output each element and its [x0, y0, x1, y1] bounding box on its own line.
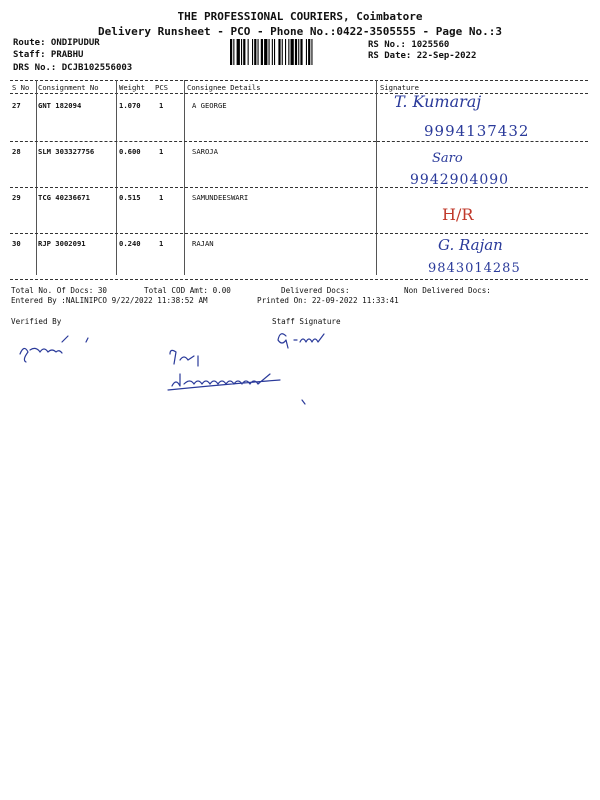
row-sno: 28: [12, 147, 21, 156]
handwritten-phone: 9994137432: [424, 122, 530, 140]
verifier-signature-scribble: [20, 336, 88, 362]
staff-label: Staff: PRABHU: [13, 50, 84, 60]
barcode-bar: [237, 39, 240, 65]
row-consignment: GNT 182094: [38, 101, 82, 110]
barcode-bar: [258, 39, 259, 65]
staff-signature-label: Staff Signature: [272, 317, 341, 326]
rs-date: RS Date: 22-Sep-2022: [368, 51, 477, 61]
barcode-bar: [278, 39, 280, 65]
row-consignee: SAROJA: [192, 147, 218, 156]
row-weight: 1.070: [119, 101, 141, 110]
barcode-image: [230, 39, 360, 65]
handwritten-signature: G. Rajan: [438, 236, 503, 254]
handwritten-remark: H/R: [442, 205, 474, 224]
row-pcs: 1: [159, 239, 164, 248]
drs-number: DRS No.: DCJB102556003: [13, 63, 133, 73]
col-header-signature: Signature: [380, 83, 419, 92]
barcode-bar: [252, 39, 253, 65]
table-top-rule: [10, 80, 588, 81]
printed-on: Printed On: 22-09-2022 11:33:41: [257, 296, 399, 305]
company-title: THE PROFESSIONAL COURIERS, Coimbatore: [177, 10, 423, 23]
barcode-bar: [285, 39, 286, 65]
barcode-bar: [291, 39, 294, 65]
column-divider: [116, 80, 117, 275]
row-pcs: 1: [159, 193, 164, 202]
barcode-bar: [261, 39, 263, 65]
barcode-bar: [306, 39, 307, 65]
barcode-bar: [288, 39, 289, 65]
barcode-bar: [230, 39, 232, 65]
row-consignee: RAJAN: [192, 239, 214, 248]
row-weight: 0.240: [119, 239, 141, 248]
col-header-weight: Weight: [119, 83, 145, 92]
barcode-bar: [264, 39, 267, 65]
row-rule: [10, 141, 376, 142]
col-header-sno: S No: [12, 83, 30, 92]
row-consignment: SLM 303327756: [38, 147, 95, 156]
row-sno: 27: [12, 101, 21, 110]
col-header-pcs: PCS: [155, 83, 168, 92]
row-pcs: 1: [159, 147, 164, 156]
barcode-bar: [298, 39, 299, 65]
barcode-bar: [233, 39, 234, 65]
row-consignment: RJP 3002091: [38, 239, 86, 248]
rs-number: RS No.: 1025560: [368, 40, 450, 50]
col-header-consignment: Consignment No: [38, 83, 99, 92]
row-sno: 29: [12, 193, 21, 202]
handwritten-phone: 9942904090: [410, 172, 510, 188]
barcode-bar: [248, 39, 249, 65]
barcode-bar: [311, 39, 312, 65]
row-weight: 0.515: [119, 193, 141, 202]
handwritten-phone: 9843014285: [428, 261, 521, 276]
pen-mark: [302, 400, 305, 404]
col-header-consignee: Consignee Details: [187, 83, 261, 92]
row-consignee: SAMUNDEESWARI: [192, 193, 249, 202]
barcode-bar: [308, 39, 310, 65]
barcode-bar: [274, 39, 275, 65]
row-pcs: 1: [159, 101, 164, 110]
handwritten-signature: Saro: [432, 151, 463, 166]
total-docs: Total No. Of Docs: 30: [11, 286, 108, 295]
handwritten-signature: T. Kumaraj: [394, 92, 482, 111]
row-weight: 0.600: [119, 147, 141, 156]
delivered-docs: Delivered Docs:: [281, 286, 350, 295]
column-divider: [376, 80, 377, 275]
barcode-bar: [282, 39, 283, 65]
barcode-bar: [269, 39, 270, 65]
barcode-bar: [241, 39, 242, 65]
runsheet-subtitle: Delivery Runsheet - PCO - Phone No.:0422-3505555 - Page No.:3: [98, 25, 502, 38]
barcode-bar: [295, 39, 297, 65]
barcode-bar: [254, 39, 256, 65]
column-divider: [184, 80, 185, 275]
barcode-bar: [243, 39, 245, 65]
verifier-initials-scribble: [170, 350, 198, 366]
row-consignment: TCG 40236671: [38, 193, 90, 202]
column-divider: [36, 80, 37, 275]
verifier-name-scribble: [168, 374, 280, 390]
signature-ink-area: [380, 90, 590, 280]
barcode-bar: [300, 39, 302, 65]
route-label: Route: ONDIPUDUR: [13, 38, 100, 48]
staff-signature-scribble: [278, 334, 324, 348]
non-delivered-docs: Non Delivered Docs:: [404, 286, 491, 295]
row-consignee: A GEORGE: [192, 101, 227, 110]
row-sno: 30: [12, 239, 21, 248]
footer-signatures: [0, 320, 600, 420]
barcode-bar: [272, 39, 273, 65]
verified-by-label: Verified By: [11, 317, 62, 326]
total-cod: Total COD Amt: 0.00: [144, 286, 231, 295]
entered-by: Entered By :NALINIPCO 9/22/2022 11:38:52 AM: [11, 296, 208, 305]
